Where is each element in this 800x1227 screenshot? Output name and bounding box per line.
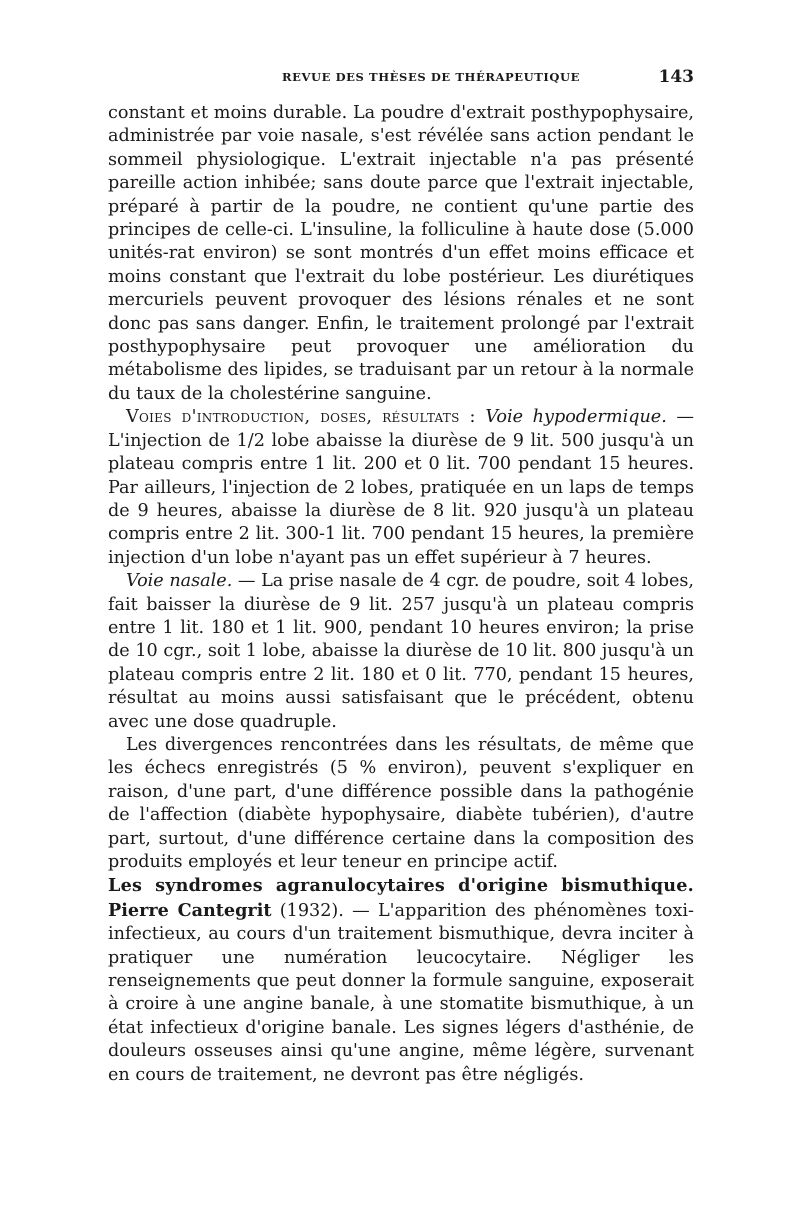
subheading-nasal: Voie nasale. bbox=[126, 571, 233, 592]
paragraph-hypodermic bbox=[108, 406, 694, 570]
page-number: 143 bbox=[658, 67, 694, 87]
article-text: — L'apparition des phénomènes toxi-infectieux, au cours d'un traitement bismuthique, devra inciter à pratiquer une numération leucocytaire. Négliger les renseignements que peut donner la formule sanguine, exposerait à croire à une angine banale, à une stomatite bismuthique, à un état infectieux d'origine banale. Les signes légers d'asthénie, de douleurs osseuses ainsi qu'une angine, même légère, survenant en cours de traitement, ne devront pas être négligés. bbox=[108, 900, 695, 1085]
paragraph-divergences: Les divergences rencontrées dans les résultats, de même que les échecs enregistrés (5 % environ), peuvent s'expliquer en raison, d'une part, d'une différence possible dans la pathogénie de l'affection (diabète hypophysaire, diabète tubérien), d'autre part, surtout, d'une différence certaine dans la composition des produits employés et leur teneur en principe actif. bbox=[108, 734, 694, 872]
subheading-hypodermic: Voie hypodermique. bbox=[485, 407, 667, 428]
running-header bbox=[108, 67, 694, 92]
article-entry bbox=[108, 874, 694, 1087]
nasal-text: — La prise nasale de 4 cgr. de poudre, soit 4 lobes, fait baisser la diurèse de 9 lit. 257 jusqu'à un plateau compris entre 1 lit. 180 et 1 lit. 900, pendant 10 heures environ; la prise de 10 cgr., soit 1 lobe, abaisse la diurèse de 10 lit. 800 jusqu'à un plateau compris entre 2 lit. 180 et 0 lit. 770, pendant 15 heures, résultat au moins aussi satisfaisant que le précédent, obtenu avec une dose quadruple. bbox=[108, 571, 694, 732]
paragraph-nasal bbox=[108, 570, 694, 734]
article-author: Pierre Cantegrit bbox=[108, 899, 272, 921]
document-page bbox=[108, 67, 695, 1087]
paragraph-continuation: constant et moins durable. La poudre d'extrait posthypophysaire, administrée par voie nasale, s'est révélée sans action pendant le sommeil physiologique. L'extrait injectable n'a pas présenté pareille action inhibée; sans doute parce que l'extrait injectable, préparé à partir de la poudre, ne contient qu'une partie des principes de celle-ci. L'insuline, la folliculine à haute dose (5.000 unités-rat environ) se sont montrés d'un effet moins efficace et moins constant que l'extrait du lobe postérieur. Les diurétiques mercuriels peuvent provoquer des lésions rénales et ne sont donc pas sans danger. Enfin, le traitement prolongé par l'extrait posthypophysaire peut provoquer une amélioration du métabolisme des lipides, se traduisant par un retour à la normale du taux de la cholestérine sanguine. bbox=[108, 103, 694, 404]
section-heading-introduction: Voies d'introduction, doses, résultats : bbox=[126, 407, 476, 428]
article-title: Les syndromes agranulocytaires d'origine bismuthique. bbox=[108, 875, 694, 897]
article-year: (1932). bbox=[279, 900, 344, 921]
hypodermic-text: — L'injection de 1/2 lobe abaisse la diurèse de 9 lit. 500 jusqu'à un plateau compris entre 1 lit. 200 et 0 lit. 700 pendant 15 heures. Par ailleurs, l'injection de 2 lobes, pratiquée en un laps de temps de 9 heures, abaisse la diurèse de 8 lit. 920 jusqu'à un plateau compris entre 2 lit. 300-1 lit. 700 pendant 15 heures, la première injection d'un lobe n'ayant pas un effet supérieur à 7 heures. bbox=[108, 407, 694, 568]
body-text bbox=[108, 102, 694, 1087]
running-title: REVUE DES THÈSES DE THÉRAPEUTIQUE bbox=[281, 70, 581, 84]
